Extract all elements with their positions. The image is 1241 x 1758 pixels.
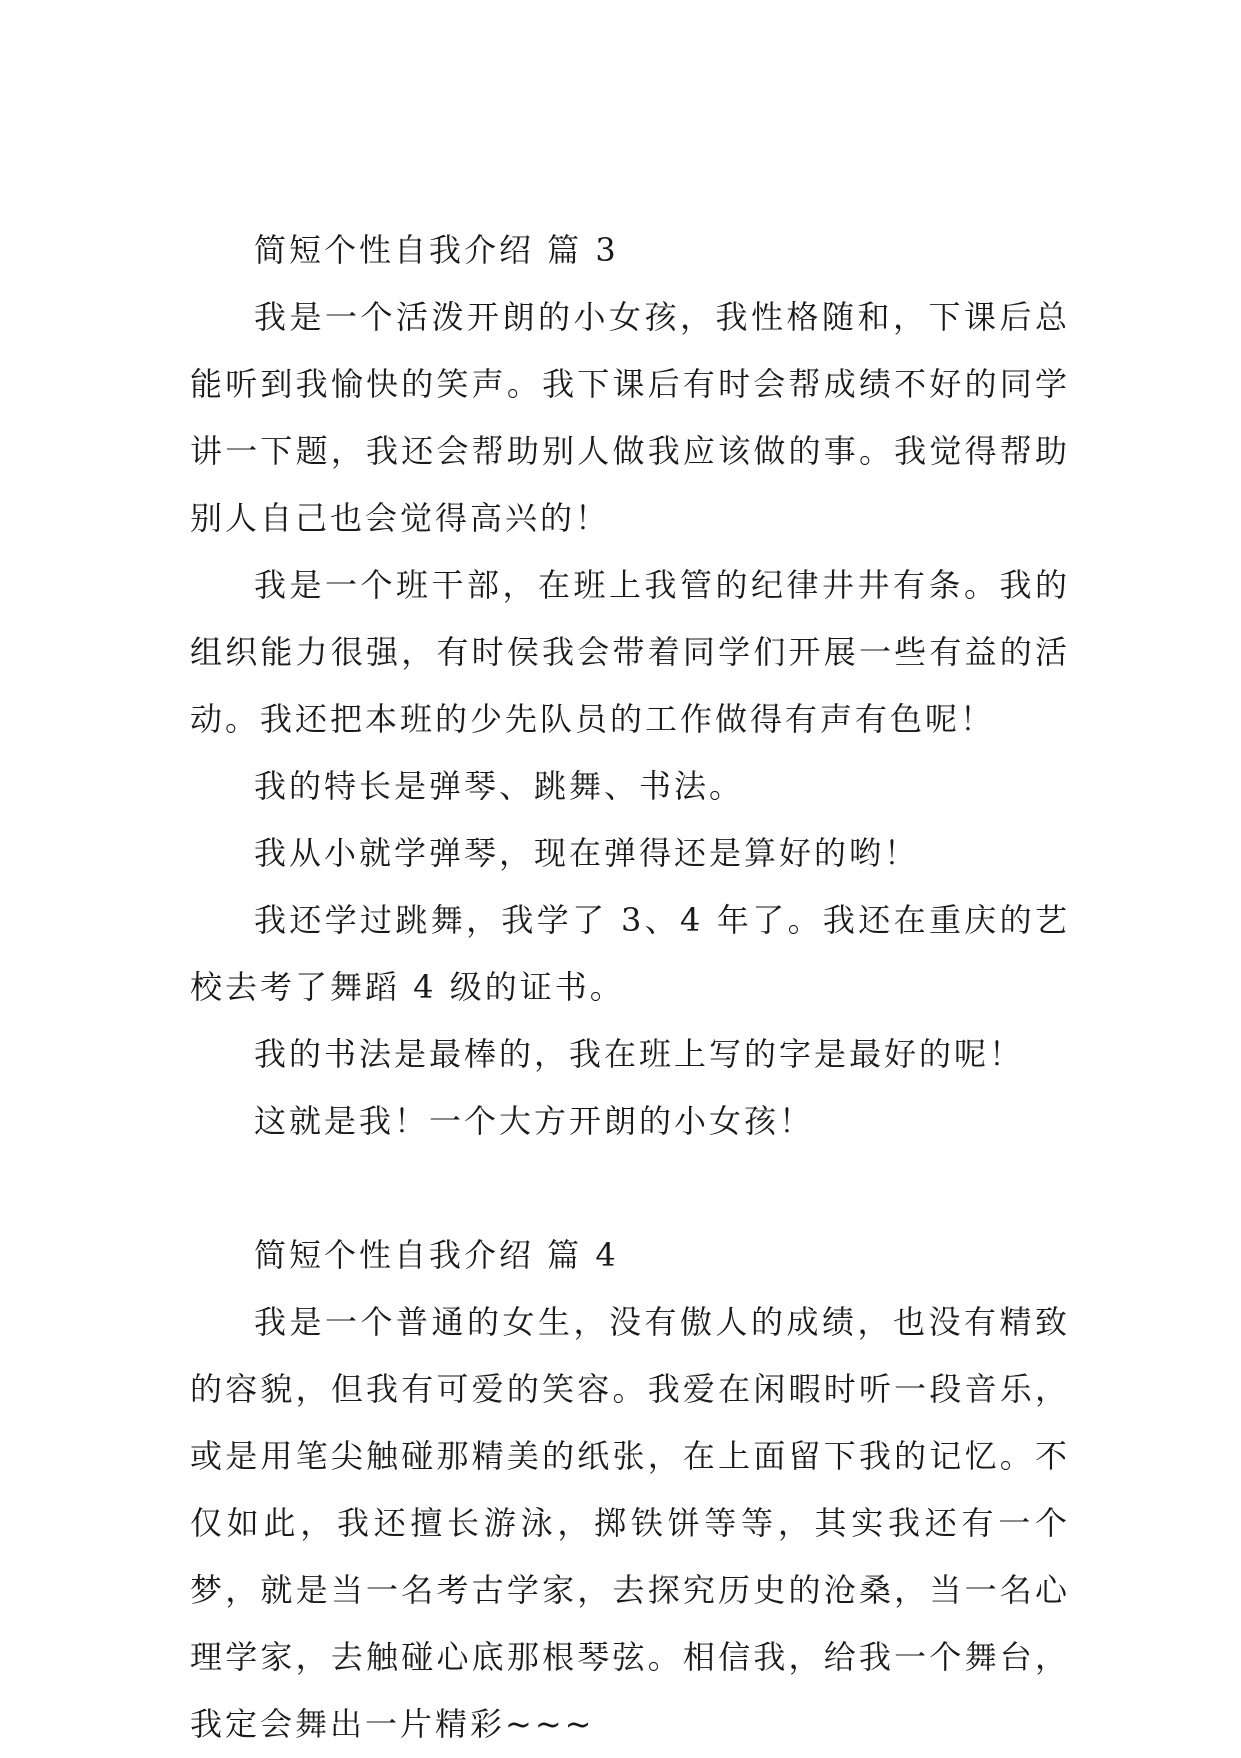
paragraph: 我的特长是弹琴、跳舞、书法。	[254, 767, 745, 805]
section-heading: 简短个性自我介绍 篇 4	[254, 1236, 619, 1274]
section-spacer	[190, 1155, 1070, 1222]
section-heading: 简短个性自我介绍 篇 3	[254, 231, 619, 269]
section-4	[190, 1222, 1070, 1758]
paragraph: 我从小就学弹琴，现在弹得还是算好的哟！	[254, 834, 920, 872]
paragraph: 我是一个班干部，在班上我管的纪律井井有条。我的组织能力很强，有时侯我会带着同学们开展一些有益的活动。我还把本班的少先队员的工作做得有声有色呢！	[190, 566, 1070, 738]
paragraph: 这就是我！一个大方开朗的小女孩！	[254, 1102, 815, 1140]
document-body	[190, 217, 1070, 1758]
paragraph: 我还学过跳舞，我学了 3、4 年了。我还在重庆的艺校去考了舞蹈 4 级的证书。	[190, 901, 1070, 1006]
section-3	[190, 217, 1070, 1155]
paragraph: 我是一个活泼开朗的小女孩，我性格随和，下课后总能听到我愉快的笑声。我下课后有时会帮成绩不好的同学讲一下题，我还会帮助别人做我应该做的事。我觉得帮助别人自己也会觉得高兴的！	[190, 298, 1070, 537]
paragraph: 我是一个普通的女生，没有傲人的成绩，也没有精致的容貌，但我有可爱的笑容。我爱在闲暇时听一段音乐，或是用笔尖触碰那精美的纸张，在上面留下我的记忆。不仅如此，我还擅长游泳，掷铁饼等等，其实我还有一个梦，就是当一名考古学家，去探究历史的沧桑，当一名心理学家，去触碰心底那根琴弦。相信我，给我一个舞台，我定会舞出一片精彩~~~	[190, 1303, 1070, 1743]
paragraph: 我的书法是最棒的，我在班上写的字是最好的呢！	[254, 1035, 1025, 1073]
